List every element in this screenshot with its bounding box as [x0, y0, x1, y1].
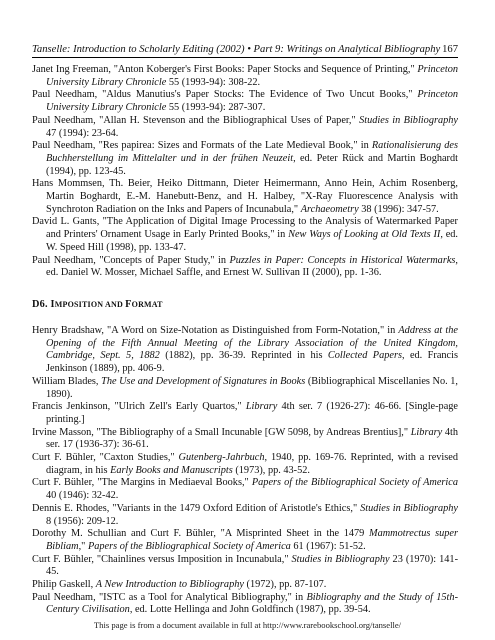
- page-footer: This page is from a document available in full at http://www.rarebookschool.org/tanselle/: [93, 620, 402, 630]
- citation-entry: Philip Gaskell, A New Introduction to Bibliography (1972), pp. 87-107.: [32, 579, 327, 591]
- bibliography-list-top: [32, 64, 458, 280]
- citation-entry: Curt F. Bühler, "The Margins in Mediaeval Books," Papers of the Bibliographical Society of America 40 (1946): 32-42.: [32, 477, 458, 502]
- section-heading: D6. IMPOSITION AND FORMAT: [32, 299, 163, 310]
- citation-entry: Irvine Masson, "The Bibliography of a Small Incunable [GW 5098, by Andreas Brentius]," Library 4th ser. 17 (1936-37): 36-61.: [32, 426, 458, 451]
- citation-entry: Henry Bradshaw, "A Word on Size-Notation as Distinguished from Form-Notation," in Address at the Opening of the Fifth Annual Meeting of the Library Association of the United Kingdom, Cambridge, Sept. 5, 1882 (1882), pp. 36-39. Reprinted in his Collected Papers, ed. Francis Jenkinson (1889), pp. 406-9.: [32, 325, 458, 375]
- citation-entry: Janet Ing Freeman, "Anton Koberger's First Books: Paper Stocks and Sequence of Printing," Princeton University Library Chronicle 55 (1993-94): 308-22.: [32, 64, 458, 88]
- citation-entry: Dennis E. Rhodes, "Variants in the 1479 Oxford Edition of Aristotle's Ethics," Studies in Bibliography 8 (1956): 209-12.: [32, 502, 458, 527]
- citation-entry: Curt F. Bühler, "Chainlines versus Imposition in Incunabula," Studies in Bibliography 23 (1970): 141-45.: [32, 553, 458, 578]
- citation-entry: Paul Needham, "Allan H. Stevenson and the Bibliographical Uses of Paper," Studies in Bibliography 47 (1994): 23-64.: [32, 114, 458, 139]
- citation-entry: Hans Mommsen, Th. Beier, Heiko Dittmann, Dieter Heimermann, Anno Hein, Achim Rosenberg, Martin Boghardt, E.-M. Hanebutt-Benz, and H. Halbey, "X-Ray Fluorescence Analysis with Synchroton Radiation on the Inks and Papers of Incunabula," Archaeometry 38 (1996): 347-57.: [32, 178, 458, 215]
- citation-entry: Curt F. Bühler, "Caxton Studies," Gutenberg-Jahrbuch, 1940, pp. 169-76. Reprinted, with a revised diagram, in his Early Books and Manuscripts (1973), pp. 43-52.: [32, 452, 459, 476]
- citation-entry: Paul Needham, "Res papirea: Sizes and Formats of the Late Medieval Book," in Rationalisierung des Buchherstellung im Mittelalter und in der frühen Neuzeit, ed. Peter Rück and Martin Boghardt (1994), pp. 123-45.: [32, 140, 458, 177]
- page-number: 167: [442, 44, 458, 55]
- running-header: [32, 43, 458, 58]
- running-title: Tanselle: Introduction to Scholarly Editing (2002) • Part 9: Writings on Analytical Bibliography: [32, 44, 441, 55]
- citation-entry: Dorothy M. Schullian and Curt F. Bühler, "A Misprinted Sheet in the 1479 Mammotrectus super Bibliam," Papers of the Bibliographical Society of America 61 (1967): 51-52.: [32, 528, 458, 552]
- citation-entry: David L. Gants, "The Application of Digital Image Processing to the Analysis of Watermarked Paper and Printers' Ornament Usage in Early Printed Books," in New Ways of Looking at Old Texts II, ed. W. Speed Hill (1998), pp. 133-47.: [32, 216, 458, 253]
- citation-entry: Paul Needham, "ISTC as a Tool for Analytical Bibliography," in Bibliography and the Study of 15th-Century Civilisation, ed. Lotte Hellinga and John Goldfinch (1987), pp. 39-54.: [32, 591, 458, 616]
- citation-entry: Francis Jenkinson, "Ulrich Zell's Early Quartos," Library 4th ser. 7 (1926-27): 46-66. [Single-page printing.]: [32, 401, 458, 425]
- citation-entry: William Blades, The Use and Development of Signatures in Books (Bibliographical Miscellanies No. 1, 1890).: [32, 375, 458, 400]
- citation-entry: Paul Needham, "Aldus Manutius's Paper Stocks: The Evidence of Two Uncut Books," Princeton University Library Chronicle 55 (1993-94): 287-307.: [32, 89, 458, 114]
- citation-entry: Paul Needham, "Concepts of Paper Study," in Puzzles in Paper: Concepts in Historical Watermarks, ed. Daniel W. Mosser, Michael Saffle, and Ernest W. Sullivan II (2000), pp. 1-36.: [32, 254, 458, 279]
- bibliography-list-bottom: [32, 325, 458, 617]
